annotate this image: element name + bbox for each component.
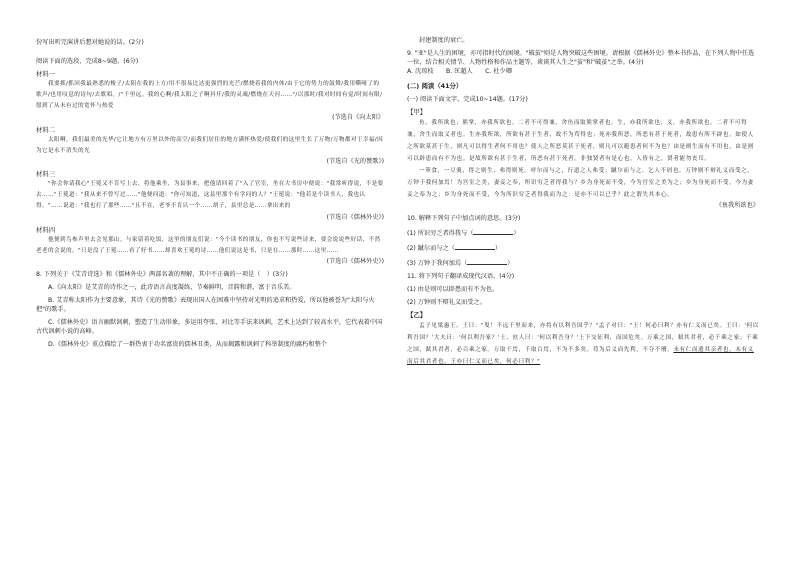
question-10-item-1: (1) 所识穷乏者得我与（ ） [407,227,759,238]
section-2-title: (二) 阅读（41分） [407,82,463,90]
question-10-item-3-text: (3) 万钟于我何加焉 [407,260,462,267]
question-10-item-2-text: (2) 蹴尔而与之 [407,245,449,252]
passage-jia-paragraph-1: 鱼，我所欲也；熊掌，亦我所欲也。二者不可得兼，舍鱼而取熊掌者也。生，亦我所欲也；义，亦我所欲也。二者不可得兼，舍生而取义者也。生亦我所欲，所欲有甚于生者，故不为苟得也；死亦我所恶，所恶有甚于死者，故患有所不辟也。如使人之所欲莫甚于生，则凡可以得生者何不用也？使人之所恶莫甚于死者，则凡可以避患者何不为也？由是则生而有不用也，由是则可以辟患而有不为也。是故所欲有甚于生者，所恶有甚于死者。非独贤者有是心也，人皆有之，贤者能勿丧耳。 [407,120,754,162]
left-column [36,38,384,349]
material-4-source: (节选自《儒林外史》) [326,258,384,266]
material-1-text: 我要抓/抓回我最熟悉的梭子/太阳在我的上方/用不很易比达更强烈的光芒/燃烧着我的内体/由于它的势力的鼓舞/我用嘶哑了的歌声/也用叹息的诗句/去歌唱。/"千里远。我的心啊/我太阳之子啊抖开/我的灵魂/燃烧在天河……"/以那时/我对时间有觉/时间有限/愿到了从未有过的宽怀与热爱 [36,81,383,110]
question-9: 9. "亚"是人生的困境，亦可指时代的困境。"破茧"则是人物突破这些困境。请根据《儒林外史》整本书作品，在下列人物中任选一位，结合相关情节、人物性格和作品主题等，谈谈其人生之"茧"和"破茧"之举。(4分) [407,50,755,66]
material-1-source: (节选自《向太阳》 [332,113,384,121]
passage-yi-text: 孟子见梁惠王。王曰："叟！不远千里而来，亦将有以利吾国乎？"孟子对曰："王！何必曰利？亦有仁义而已矣。王曰：'何以利吾国？'大夫曰：'何以利吾家？'士、庶人曰：'何以利吾身？'上下交征利，而国危矣。万乘之国，弑其君者，必千乘之家；千乘之国，弑其君者，必百乘之家。万取千焉，千取百焉，不为不多矣。苟为后义而先利，不夺不餍。 [407,323,759,353]
material-3-title: 材料三 [36,170,56,179]
answer-blank-close: ） [494,245,502,252]
passage-yi-underlined: 未有仁而遗其亲者也，未有义而后其君者也。王亦曰仁义而已矣，何必曰利？" [407,347,754,365]
question-10-item-3: (3) 万钟于我何加焉（ ） [407,257,759,268]
material-4-text: 他便到鸟参声里去会见那山。与家留着吃饭，这里的朋友们说："今个读书的朋友，你也不写说些诗来，要会说说些好话，不然老老的会说的。"只是没了王冕……看了好书……却喜欢王冕的诗……他们说这是书，只是在……那时……这里…… [36,236,381,254]
material-3-source: (节选自《儒林外史》) [326,213,384,221]
question-8-option-c: C.《儒林外史》语言幽默讽刺，塑造了生动形象，多运用夸张、对比等手法来讽刺，艺术上达到了较高水平，它代表着中国古代讽刺小说的高峰。 [36,319,383,336]
passage-jia-label: 【甲】 [407,108,427,116]
answer-blank-close: ） [513,230,520,237]
material-2-source: (节选自《光的赞歌》) [326,158,384,166]
section-2-subtitle: (一) 阅读下面文字，完成10~14题。(17分) [407,96,528,103]
question-10: 10. 解释下列句子中加点词的意思。(3分) [407,215,521,222]
question-11-item-2: (2) 万钟则不辩礼义而受之。 [407,299,486,306]
right-top-line: 封建制度的衰亡。 [419,37,469,44]
question-8-option-a: A.《向太阳》是艾青的诗作之一，此诗语言高度凝练，节奏鲜明，音韵和谐，富于音乐美。 [48,284,296,292]
left-top-line: 份写出听完演讲后想对她说的话。(2分) [36,39,144,46]
material-3-text: "你会你请我心"王冕又不肯写上去，将他乘坐，为县事来，把他请回着了"入了官室，坐在大书房中便说："我常听得说，不是要去……"王冕道："我从来不曾写过……"他便问道："你可知道，这县里那个有学问的人？"王冕说："他若是个读书人，我也认得。"……说道："我也打了那些……"且不在，老爷不肯认一个……胡子，县里总是……拿出来的 [36,181,384,210]
question-10-item-2: (2) 蹴尔而与之（ ） [407,242,759,253]
passage-jia-paragraph-2: 一箪食，一豆羹，得之则生，弗得则死。呼尔而与之，行道之人弗受；蹴尔而与之，乞人不屑也。万钟则不辩礼义而受之，万钟于我何加焉！为宫室之美，妻妾之奉，所识穷乏者得我与？乡为身死而不受，今为宫室之美为之；乡为身死而不受，今为妻妾之奉为之；乡为身死而不受，今为所识穷乏者得我而为之：是亦不可以已乎？此之谓失其本心。 [407,168,754,198]
answer-blank-10-3[interactable] [467,257,507,265]
passage-yi-paragraph-1 [407,320,759,368]
material-2-title: 材料二 [36,125,56,134]
material-1-title: 材料一 [36,70,56,78]
question-10-item-1-text: (1) 所识穷乏者得我与 [407,230,468,237]
passage-yi-label: 【乙】 [407,311,427,319]
answer-blank-close: ） [507,260,514,267]
question-8-option-b: B. 艾青称太阳作为主要意象，其诗《光的赞歌》表现出国人在困难中坚持对光明的追求和热爱，所以他被誉为"太阳与火把"的歌手。 [36,297,375,314]
passage-jia-source: 《鱼我所欲也》 [715,202,759,209]
right-column [407,36,759,368]
answer-blank-10-1[interactable] [473,227,513,235]
question-11-item-1: (1) 由是则可以辟患而有不为也。 [407,286,499,293]
answer-blank-10-2[interactable] [455,242,495,250]
question-9-options: A. 沈琼枝 B. 匡超人 C. 杜少卿 [407,68,512,75]
material-4-title: 材料四 [36,225,56,234]
question-8: 8. 下列关于《艾青诗选》和《儒林外史》两部名著的理解，其中不正确的一项是（ ）(3分) [36,271,288,279]
reading-intro: 阅读下面的选段，完成8~9题。(6分) [36,58,139,65]
question-11: 11. 将下列句子翻译成现代汉语。(4分) [407,273,515,280]
material-2-text: 太阳啊，我们最美的光华/它让地方有万里以外的高空/而我们居住的地方满怀热爱/使我们的这里生长了万物/万物都对于幸福/因为它是永不消失的光 [36,136,384,154]
question-8-option-d: D.《儒林外史》重点描绘了一群热衷于功名富贵的儒林丑类，从而揭露和讽刺了科举制度的腐朽和整个 [48,341,327,349]
